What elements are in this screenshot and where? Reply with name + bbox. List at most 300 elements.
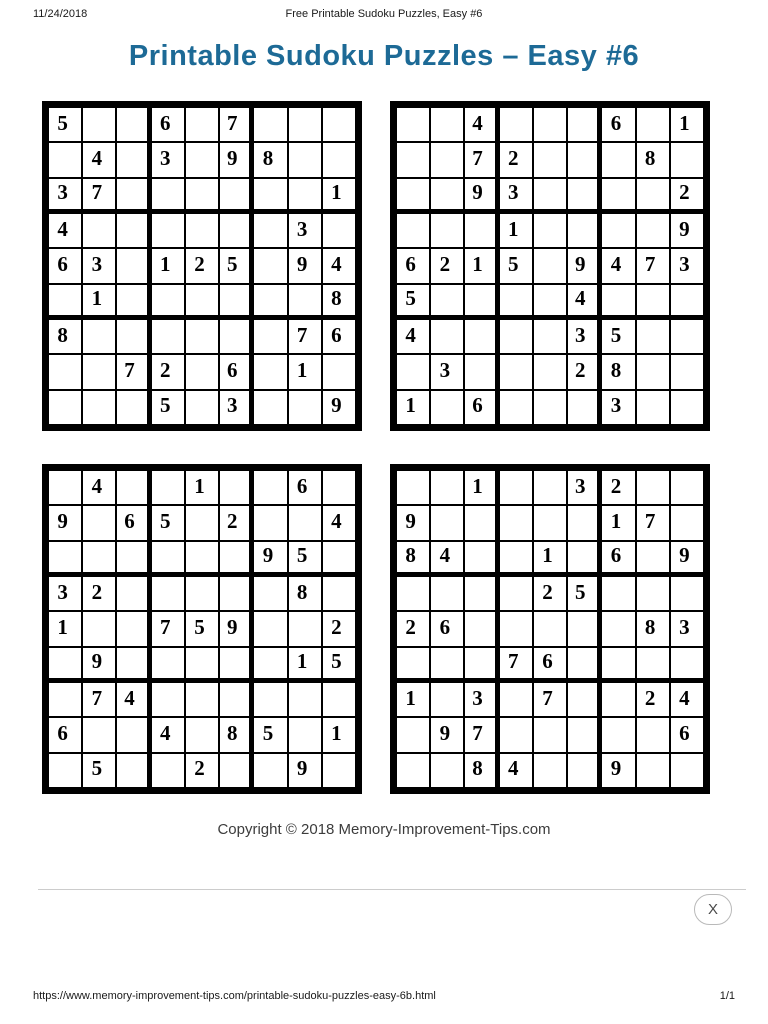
sudoku-cell (253, 611, 287, 646)
sudoku-cell (253, 576, 287, 611)
sudoku-cell (288, 142, 322, 177)
sudoku-cell (670, 284, 704, 319)
sudoku-cell (253, 284, 287, 319)
sudoku-cell: 2 (82, 576, 116, 611)
sudoku-cell: 1 (533, 541, 567, 576)
sudoku-cell: 8 (636, 611, 670, 646)
sudoku-cell: 3 (82, 248, 116, 283)
sudoku-cell: 2 (185, 753, 219, 788)
sudoku-cell (288, 390, 322, 425)
sudoku-cell (430, 505, 464, 540)
sudoku-cell (48, 753, 82, 788)
sudoku-cell (430, 107, 464, 142)
sudoku-cell (499, 682, 533, 717)
footer-divider (38, 889, 746, 890)
sudoku-cell (219, 178, 253, 213)
sudoku-cell: 5 (499, 248, 533, 283)
sudoku-cell: 7 (151, 611, 185, 646)
sudoku-cell (464, 319, 498, 354)
sudoku-cell (567, 107, 601, 142)
sudoku-cell (430, 753, 464, 788)
print-doc-title: Free Printable Sudoku Puzzles, Easy #6 (285, 8, 483, 20)
sudoku-cell (185, 354, 219, 389)
sudoku-cell (430, 284, 464, 319)
sudoku-cell (253, 390, 287, 425)
sudoku-cell (430, 213, 464, 248)
sudoku-cell (116, 178, 150, 213)
sudoku-cell (82, 354, 116, 389)
sudoku-cell (636, 576, 670, 611)
sudoku-cell: 7 (636, 248, 670, 283)
sudoku-cell (430, 178, 464, 213)
sudoku-cell (499, 284, 533, 319)
sudoku-cell: 7 (636, 505, 670, 540)
sudoku-cell (670, 576, 704, 611)
sudoku-cell (185, 213, 219, 248)
sudoku-cell: 8 (322, 284, 356, 319)
sudoku-cell (219, 647, 253, 682)
sudoku-cell: 4 (48, 213, 82, 248)
sudoku-cell (499, 390, 533, 425)
sudoku-cell: 5 (601, 319, 635, 354)
sudoku-cell (396, 354, 430, 389)
sudoku-cell: 9 (430, 717, 464, 752)
sudoku-cell (116, 390, 150, 425)
sudoku-cell (670, 647, 704, 682)
sudoku-cell (396, 717, 430, 752)
sudoku-cell: 8 (636, 142, 670, 177)
sudoku-cell: 6 (116, 505, 150, 540)
sudoku-cell (430, 647, 464, 682)
sudoku-cell (322, 470, 356, 505)
sudoku-cell: 9 (288, 248, 322, 283)
sudoku-cell (116, 248, 150, 283)
sudoku-cell: 3 (48, 178, 82, 213)
sudoku-cell (253, 647, 287, 682)
sudoku-cell: 2 (151, 354, 185, 389)
sudoku-cell (499, 611, 533, 646)
sudoku-cell: 1 (322, 178, 356, 213)
sudoku-cell (151, 319, 185, 354)
sudoku-cell: 7 (464, 717, 498, 752)
sudoku-cell (288, 717, 322, 752)
sudoku-cell (533, 505, 567, 540)
sudoku-cell: 4 (322, 505, 356, 540)
sudoku-cell (396, 107, 430, 142)
sudoku-cell: 6 (288, 470, 322, 505)
sudoku-cell (185, 541, 219, 576)
sudoku-cell: 3 (288, 213, 322, 248)
sudoku-cell (533, 248, 567, 283)
sudoku-cell: 8 (219, 717, 253, 752)
sudoku-cell (116, 611, 150, 646)
sudoku-cell: 9 (48, 505, 82, 540)
sudoku-cell (82, 319, 116, 354)
sudoku-cell: 7 (464, 142, 498, 177)
sudoku-cell (499, 319, 533, 354)
sudoku-cell: 1 (288, 354, 322, 389)
sudoku-cell (636, 470, 670, 505)
sudoku-cell: 8 (601, 354, 635, 389)
sudoku-cell (48, 284, 82, 319)
sudoku-cell: 7 (219, 107, 253, 142)
sudoku-cell (601, 682, 635, 717)
sudoku-cell (219, 576, 253, 611)
sudoku-cell: 7 (82, 178, 116, 213)
sudoku-cell (82, 107, 116, 142)
sudoku-cell: 9 (253, 541, 287, 576)
sudoku-cell (185, 107, 219, 142)
sudoku-cell: 4 (116, 682, 150, 717)
sudoku-cell (636, 284, 670, 319)
sudoku-cell (670, 142, 704, 177)
sudoku-cell (322, 354, 356, 389)
sudoku-cell (533, 354, 567, 389)
sudoku-cell (567, 682, 601, 717)
sudoku-cell: 1 (601, 505, 635, 540)
sudoku-cell: 8 (253, 142, 287, 177)
sudoku-cell (253, 319, 287, 354)
sudoku-cell (464, 611, 498, 646)
sudoku-cell (116, 576, 150, 611)
sudoku-cell (322, 107, 356, 142)
sudoku-grid-bottom-right (390, 464, 710, 794)
sudoku-cell: 5 (151, 390, 185, 425)
sudoku-cell: 6 (601, 107, 635, 142)
sudoku-cell: 4 (82, 470, 116, 505)
sudoku-cell (567, 142, 601, 177)
sudoku-cell (636, 354, 670, 389)
sudoku-cell: 6 (533, 647, 567, 682)
sudoku-cell: 9 (601, 753, 635, 788)
sudoku-cell (185, 682, 219, 717)
sudoku-cell (322, 541, 356, 576)
sudoku-cell: 6 (670, 717, 704, 752)
sudoku-cell: 6 (219, 354, 253, 389)
sudoku-cell (636, 390, 670, 425)
sudoku-cell: 7 (116, 354, 150, 389)
sudoku-cell (396, 647, 430, 682)
sudoku-cell (464, 647, 498, 682)
sudoku-cell: 1 (82, 284, 116, 319)
sudoku-cell (670, 753, 704, 788)
sudoku-cell: 2 (567, 354, 601, 389)
sudoku-cell (533, 717, 567, 752)
sudoku-cell: 2 (601, 470, 635, 505)
sudoku-cell (396, 142, 430, 177)
sudoku-cell (430, 319, 464, 354)
sudoku-cell: 9 (219, 142, 253, 177)
sudoku-cell: 5 (48, 107, 82, 142)
sudoku-cell (151, 213, 185, 248)
sudoku-cell: 4 (464, 107, 498, 142)
sudoku-cell: 9 (464, 178, 498, 213)
sudoku-cell (636, 647, 670, 682)
sudoku-cell (116, 717, 150, 752)
sudoku-cell (253, 505, 287, 540)
sudoku-cell (151, 284, 185, 319)
sudoku-cell: 2 (322, 611, 356, 646)
sudoku-cell: 4 (567, 284, 601, 319)
sudoku-cell: 2 (219, 505, 253, 540)
sudoku-cell: 5 (82, 753, 116, 788)
sudoku-cell (48, 647, 82, 682)
sudoku-cell: 3 (670, 248, 704, 283)
sudoku-cell (670, 470, 704, 505)
sudoku-cell (116, 647, 150, 682)
sudoku-cell (116, 142, 150, 177)
print-footer (33, 990, 735, 1002)
sudoku-cell: 4 (396, 319, 430, 354)
sudoku-cell (219, 470, 253, 505)
sudoku-cell (48, 142, 82, 177)
sudoku-cell (185, 505, 219, 540)
sudoku-cell: 1 (48, 611, 82, 646)
sudoku-cell: 2 (396, 611, 430, 646)
sudoku-cell (533, 390, 567, 425)
sudoku-cell: 8 (396, 541, 430, 576)
sudoku-cell (499, 541, 533, 576)
sudoku-cell (601, 611, 635, 646)
sudoku-cell (567, 213, 601, 248)
sudoku-cell (48, 682, 82, 717)
sudoku-cell (636, 107, 670, 142)
sudoku-cell (151, 470, 185, 505)
sudoku-cell (82, 390, 116, 425)
sudoku-cell: 7 (288, 319, 322, 354)
sudoku-cell (499, 505, 533, 540)
sudoku-cell (533, 753, 567, 788)
sudoku-cell (670, 319, 704, 354)
sudoku-cell (116, 319, 150, 354)
sudoku-cell (253, 178, 287, 213)
sudoku-cell: 7 (533, 682, 567, 717)
sudoku-cell (185, 178, 219, 213)
sudoku-cell: 1 (670, 107, 704, 142)
sudoku-cell: 1 (288, 647, 322, 682)
sudoku-cell (601, 647, 635, 682)
sudoku-cell: 5 (288, 541, 322, 576)
sudoku-cell: 9 (396, 505, 430, 540)
sudoku-cell (82, 541, 116, 576)
sudoku-grid-bottom-left (42, 464, 362, 794)
sudoku-cell (396, 178, 430, 213)
sudoku-cell (151, 682, 185, 717)
sudoku-cell (116, 470, 150, 505)
sudoku-cell (464, 354, 498, 389)
sudoku-cell: 5 (396, 284, 430, 319)
sudoku-cell: 2 (533, 576, 567, 611)
sudoku-cell: 6 (151, 107, 185, 142)
sudoku-cell: 1 (322, 717, 356, 752)
sudoku-cell (185, 647, 219, 682)
sudoku-cell (567, 647, 601, 682)
sudoku-cell (636, 178, 670, 213)
print-footer-url: https://www.memory-improvement-tips.com/printable-sudoku-puzzles-easy-6b.html (33, 990, 436, 1002)
sudoku-cell (567, 178, 601, 213)
sudoku-cell (185, 319, 219, 354)
sudoku-cell (464, 576, 498, 611)
sudoku-cell: 6 (322, 319, 356, 354)
sudoku-cell: 4 (322, 248, 356, 283)
sudoku-cell (253, 354, 287, 389)
sudoku-cell (253, 248, 287, 283)
sudoku-cell (601, 178, 635, 213)
sudoku-cell (601, 717, 635, 752)
sudoku-cell (116, 213, 150, 248)
sudoku-cell (636, 319, 670, 354)
sudoku-cell (219, 541, 253, 576)
sudoku-cell (185, 576, 219, 611)
sudoku-cell (670, 390, 704, 425)
sudoku-cell (151, 647, 185, 682)
sudoku-cell (253, 213, 287, 248)
sudoku-cell (82, 717, 116, 752)
sudoku-cell: 6 (48, 248, 82, 283)
sudoku-cell (499, 354, 533, 389)
sudoku-cell (396, 576, 430, 611)
sudoku-cell: 6 (464, 390, 498, 425)
sudoku-cell (253, 682, 287, 717)
print-footer-page-indicator: 1/1 (719, 990, 735, 1002)
sudoku-cell (219, 213, 253, 248)
sudoku-cell: 9 (219, 611, 253, 646)
sudoku-cell (116, 284, 150, 319)
close-button[interactable]: X (694, 894, 732, 925)
sudoku-cell (533, 107, 567, 142)
sudoku-cell: 1 (464, 470, 498, 505)
sudoku-cell (322, 142, 356, 177)
sudoku-cell (464, 541, 498, 576)
sudoku-cell: 4 (670, 682, 704, 717)
sudoku-cell (533, 319, 567, 354)
sudoku-cell (499, 576, 533, 611)
sudoku-cell (185, 284, 219, 319)
sudoku-cell (219, 284, 253, 319)
sudoku-cell: 4 (151, 717, 185, 752)
sudoku-cell (567, 753, 601, 788)
sudoku-cell (219, 682, 253, 717)
sudoku-cell (430, 470, 464, 505)
sudoku-cell (48, 470, 82, 505)
sudoku-cell (151, 178, 185, 213)
sudoku-cell (253, 753, 287, 788)
sudoku-cell: 7 (82, 682, 116, 717)
sudoku-cell (185, 142, 219, 177)
sudoku-cell (636, 753, 670, 788)
sudoku-cell (601, 142, 635, 177)
sudoku-cell: 3 (151, 142, 185, 177)
sudoku-cell: 8 (288, 576, 322, 611)
sudoku-cell: 2 (670, 178, 704, 213)
sudoku-cell (322, 753, 356, 788)
sudoku-cell: 4 (82, 142, 116, 177)
sudoku-cell: 9 (670, 213, 704, 248)
sudoku-cell (636, 541, 670, 576)
sudoku-cell (396, 753, 430, 788)
sudoku-cell (533, 142, 567, 177)
sudoku-cell: 3 (567, 319, 601, 354)
copyright-text: Copyright © 2018 Memory-Improvement-Tips.com (217, 821, 551, 838)
sudoku-cell (533, 611, 567, 646)
print-date: 11/24/2018 (33, 8, 88, 20)
sudoku-cell: 1 (151, 248, 185, 283)
print-header (0, 8, 768, 24)
sudoku-cell (253, 107, 287, 142)
sudoku-cell: 3 (499, 178, 533, 213)
sudoku-cell (636, 717, 670, 752)
sudoku-cell (499, 107, 533, 142)
sudoku-cell: 5 (219, 248, 253, 283)
sudoku-grid-top-right (390, 101, 710, 431)
sudoku-cell: 5 (322, 647, 356, 682)
sudoku-cell (396, 470, 430, 505)
sudoku-cell (670, 505, 704, 540)
sudoku-cell: 4 (601, 248, 635, 283)
sudoku-cell (601, 213, 635, 248)
sudoku-cell (288, 284, 322, 319)
sudoku-cell (116, 753, 150, 788)
sudoku-cell (48, 354, 82, 389)
sudoku-cell (601, 576, 635, 611)
sudoku-cell: 7 (499, 647, 533, 682)
sudoku-cell: 3 (219, 390, 253, 425)
sudoku-cell: 2 (636, 682, 670, 717)
sudoku-cell (464, 505, 498, 540)
sudoku-cell: 9 (322, 390, 356, 425)
sudoku-cell: 3 (567, 470, 601, 505)
sudoku-cell: 1 (185, 470, 219, 505)
sudoku-cell: 5 (253, 717, 287, 752)
sudoku-cell (464, 284, 498, 319)
sudoku-cell (82, 213, 116, 248)
sudoku-cell (48, 541, 82, 576)
sudoku-cell (151, 753, 185, 788)
sudoku-cell: 9 (288, 753, 322, 788)
sudoku-cell (288, 682, 322, 717)
sudoku-cell (567, 611, 601, 646)
sudoku-cell: 1 (396, 390, 430, 425)
sudoku-cell (567, 505, 601, 540)
sudoku-cell (533, 178, 567, 213)
sudoku-cell (48, 390, 82, 425)
sudoku-cell (151, 541, 185, 576)
sudoku-cell: 9 (670, 541, 704, 576)
sudoku-cell: 2 (185, 248, 219, 283)
sudoku-cell (670, 354, 704, 389)
sudoku-cell: 9 (82, 647, 116, 682)
sudoku-cell (116, 107, 150, 142)
sudoku-cell (322, 576, 356, 611)
sudoku-cell (288, 611, 322, 646)
sudoku-cell (322, 213, 356, 248)
sudoku-cell (253, 470, 287, 505)
sudoku-cell: 2 (430, 248, 464, 283)
sudoku-cell (396, 213, 430, 248)
sudoku-cell (185, 717, 219, 752)
sudoku-cell: 3 (670, 611, 704, 646)
sudoku-cell (430, 576, 464, 611)
sudoku-cell: 8 (464, 753, 498, 788)
sudoku-cell: 9 (567, 248, 601, 283)
sudoku-cell (116, 541, 150, 576)
sudoku-cell (533, 284, 567, 319)
sudoku-cell: 4 (430, 541, 464, 576)
sudoku-cell: 2 (499, 142, 533, 177)
sudoku-cell (499, 470, 533, 505)
sudoku-cell (288, 178, 322, 213)
sudoku-cell (533, 470, 567, 505)
